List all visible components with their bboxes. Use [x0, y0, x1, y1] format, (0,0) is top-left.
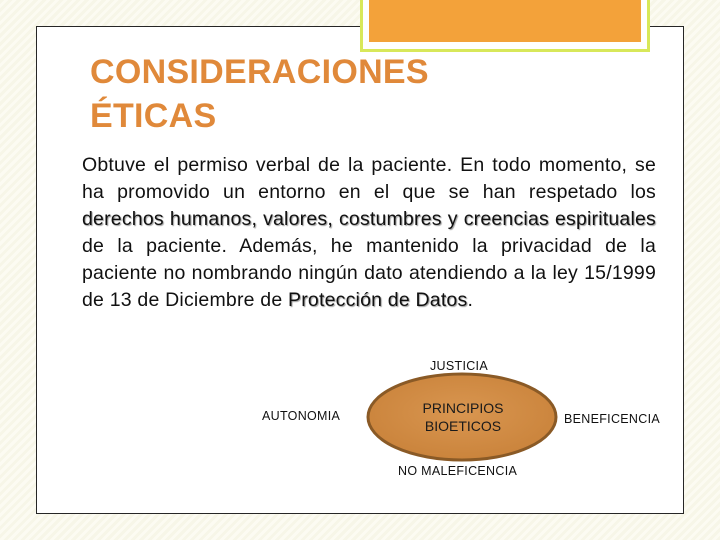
highlight-rights: derechos humanos, valores, costumbres y creencias espirituales [82, 208, 656, 230]
beneficence-label: BENEFICENCIA [564, 412, 660, 426]
title-line-2: ÉTICAS [90, 97, 217, 135]
autonomy-label: AUTONOMIA [262, 409, 341, 423]
non-maleficence-label: NO MALEFICENCIA [398, 464, 518, 478]
paragraph-part-1: Obtuve el permiso verbal de la paciente. En todo momento, se ha promovido un entorno en el que se han respetado los [82, 154, 656, 203]
paragraph-part-2: de la paciente. Además, he mantenido la privacidad de la paciente no nombrando ningún dato atendiendo a la ley 15/1999 de 13 de Diciembre de [82, 235, 656, 311]
paragraph-part-3: . [467, 289, 474, 311]
justice-label: JUSTICIA [430, 359, 488, 373]
principles-label: PRINCIPIOS BIOETICOS [422, 400, 504, 434]
highlight-data-protection: Protección de Datos [288, 289, 468, 311]
title-line-1: CONSIDERACIONES [90, 53, 429, 91]
